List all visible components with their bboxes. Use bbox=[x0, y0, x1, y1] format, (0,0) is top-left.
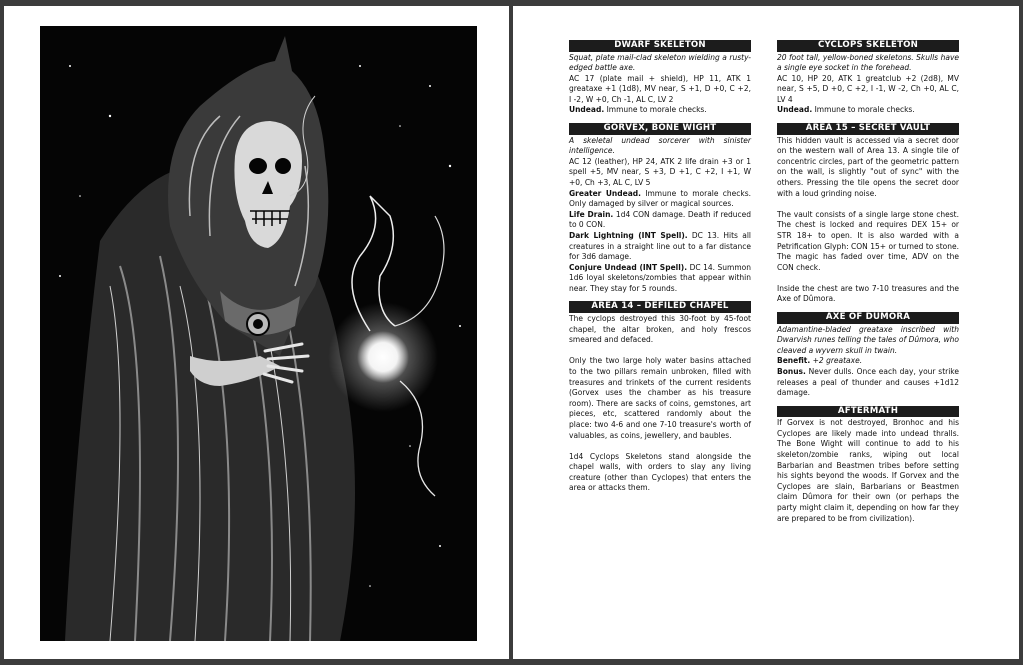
gorvex-description: A skeletal undead sorcerer with sinister intelligence. bbox=[569, 135, 751, 156]
axe-benefit: Benefit. +2 greataxe. bbox=[777, 356, 863, 366]
hooded-skeleton-sorcerer-icon bbox=[40, 26, 477, 641]
area-15-paragraph: The vault consists of a single large stone chest. The chest is locked and requires DEX 15+ or STR 18+ to open. It is also warded with a Petrification Glyph: CON 15+ or turned to stone. The magic has faded over time, ADV on the CON check. bbox=[777, 209, 959, 272]
axe-bonus: Bonus. Never dulls. Once each day, your strike releases a peal of thunder and causes +1d12 damage. bbox=[777, 366, 959, 398]
cyclops-skeleton-stats: AC 10, HP 20, ATK 1 greatclub +2 (2d8), MV near, S +5, D +0, C +2, I -1, W -2, Ch +0, AL C, LV 4 bbox=[777, 73, 959, 104]
area-14-paragraph: The cyclops destroyed this 30-foot by 45-foot chapel, the altar broken, and holy frescos smeared and defaced. bbox=[569, 313, 751, 345]
gorvex-ability: Conjure Undead (INT Spell). DC 14. Summon 1d6 loyal skeletons/zombies that appear within near. They stay for 5 rounds. bbox=[569, 262, 751, 293]
text-column-right bbox=[777, 40, 959, 524]
right-page bbox=[513, 6, 1019, 659]
dwarf-skeleton-trait: Undead. Immune to morale checks. bbox=[569, 105, 707, 115]
cyclops-skeleton-trait: Undead. Immune to morale checks. bbox=[777, 105, 915, 115]
gorvex-ability: Greater Undead. Immune to morale checks. Only damaged by silver or magical sources. bbox=[569, 188, 751, 209]
skeleton-sorcerer-illustration bbox=[40, 26, 477, 641]
gorvex-ability: Dark Lightning (INT Spell). DC 13. Hits all creatures in a straight line out to a far distance for 3d6 damage. bbox=[569, 230, 751, 262]
section-heading-dwarf-skeleton: DWARF SKELETON bbox=[569, 40, 751, 52]
left-page bbox=[4, 6, 509, 659]
area-15-paragraph: Inside the chest are two 7-10 treasures and the Axe of Dûmora. bbox=[777, 283, 959, 304]
gorvex-stats: AC 12 (leather), HP 24, ATK 2 life drain +3 or 1 spell +5, MV near, S +3, D +1, C +2, I +1, W +0, Ch +3, AL C, LV 5 bbox=[569, 156, 751, 187]
area-14-paragraph: Only the two large holy water basins attached to the two pillars remain unbroken, filled with treasures and trinkets of the current residents (Gorvex uses the chamber as his treasure room). There are sacks of coins, gemstones, art pieces, etc, scattered randomly about the place: two 4-6 and one 7-10 treasure's worth of valuables, as coins, jewellery, and baubles. bbox=[569, 356, 751, 440]
section-heading-area-14: AREA 14 – DEFILED CHAPEL bbox=[569, 301, 751, 313]
text-column-left bbox=[569, 40, 751, 494]
cyclops-skeleton-description: 20 foot tall, yellow-boned skeletons. Skulls have a single eye socket in the forehead. bbox=[777, 52, 959, 73]
dwarf-skeleton-description: Squat, plate mail-clad skeleton wielding a rusty-edged battle axe. bbox=[569, 52, 751, 73]
section-heading-axe-of-dumora: AXE OF DÛMORA bbox=[777, 312, 959, 324]
section-heading-cyclops-skeleton: CYCLOPS SKELETON bbox=[777, 40, 959, 52]
section-heading-aftermath: AFTERMATH bbox=[777, 406, 959, 418]
area-15-paragraph: This hidden vault is accessed via a secret door on the western wall of Area 13. A single tile of concentric circles, part of the geometric pattern on the wall, is slightly "out of sync" with the others. Pressing the tile opens the secret door with a loud grinding noise. bbox=[777, 135, 959, 198]
axe-description: Adamantine-bladed greataxe inscribed with Dwarvish runes telling the tales of Dûmora, who cleaved a wyvern skull in twain. bbox=[777, 324, 959, 355]
dwarf-skeleton-stats: AC 17 (plate mail + shield), HP 11, ATK 1 greataxe +1 (1d8), MV near, S +1, D +0, C +2, I -2, W +0, Ch -1, AL C, LV 2 bbox=[569, 73, 751, 104]
gorvex-ability: Life Drain. 1d4 CON damage. Death if reduced to 0 CON. bbox=[569, 209, 752, 230]
section-heading-gorvex: GORVEX, BONE WIGHT bbox=[569, 123, 751, 135]
aftermath-paragraph: If Gorvex is not destroyed, Bronhoc and his Cyclopes are likely made into undead thralls. The Bone Wight will continue to add to his skeleton/zombie ranks, wiping out local Barbarian and Beastmen tribes before setting his sights beyond the woods. If Gorvex and the Cyclopes are slain, Barbarians or Beastmen claim Dûmora for their own (or perhaps the party might claim it, depending on how far they are prepared to be from civilization). bbox=[777, 418, 959, 523]
section-heading-area-15: AREA 15 – SECRET VAULT bbox=[777, 123, 959, 135]
area-14-paragraph: 1d4 Cyclops Skeletons stand alongside the chapel walls, with orders to slay any living creature (other than Cyclopes) that enters the area or attacks them. bbox=[569, 451, 751, 493]
